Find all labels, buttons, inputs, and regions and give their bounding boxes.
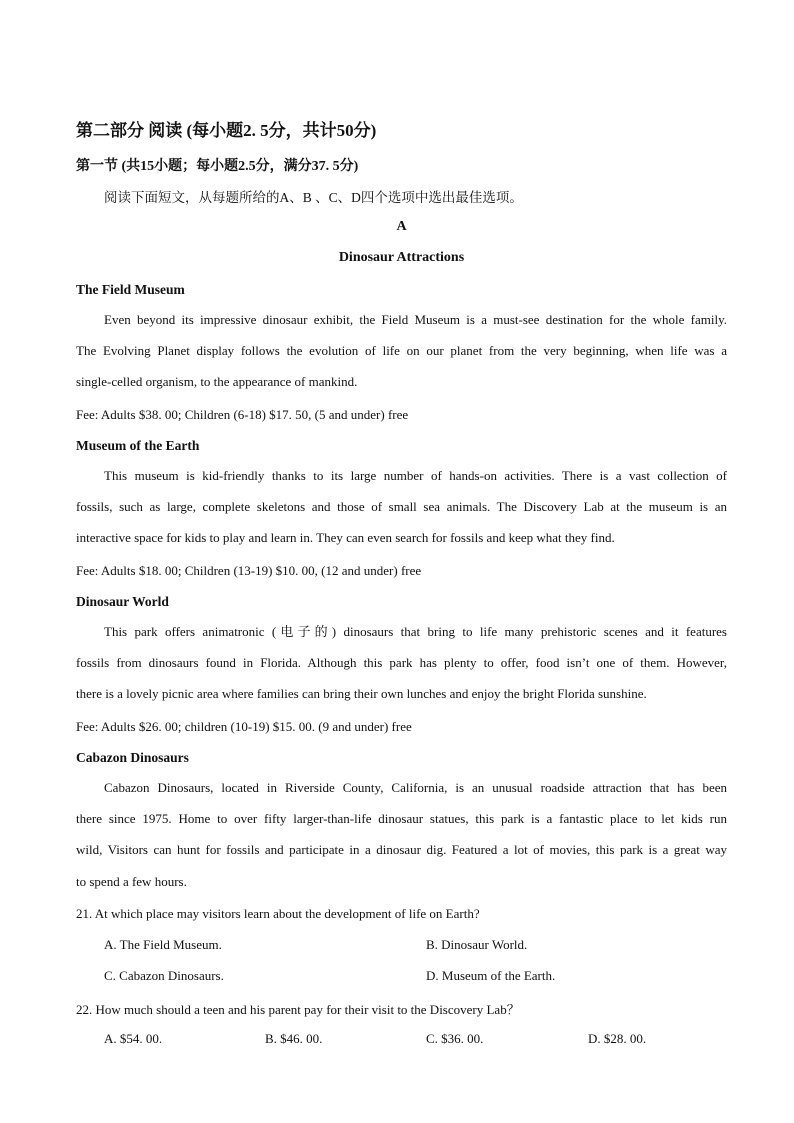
question-21-option-c: C. Cabazon Dinosaurs. (104, 968, 224, 983)
question-22-option-b: B. $46. 00. (265, 1031, 323, 1046)
paragraph-line: wild, Visitors can hunt for fossils and participate in a dinosaur dig. Featured a lot of movies, this park is a great way (76, 842, 727, 857)
paragraph-line: fossils, such as large, complete skeletons and those of small sea animals. The Discovery Lab at the museum is an (76, 499, 727, 514)
question-22-option-a: A. $54. 00. (104, 1031, 163, 1046)
question-21-option-d: D. Museum of the Earth. (426, 968, 556, 983)
question-21-stem: 21. At which place may visitors learn about the development of life on Earth? (76, 906, 480, 921)
paragraph-line: fossils from dinosaurs found in Florida. Although this park has plenty to offer, food isn’t one of them. However, (76, 655, 727, 670)
paragraph-line: interactive space for kids to play and learn in. They can even search for fossils and keep what they find. (76, 530, 615, 545)
fee-line: Fee: Adults $26. 00; children (10-19) $15. 00. (9 and under) free (76, 719, 412, 734)
paragraph-line: This park offers animatronic (电子的) dinosaurs that bring to life many prehistoric scenes and it features (104, 624, 727, 639)
paragraph-line: single-celled organism, to the appearance of mankind. (76, 374, 358, 389)
paragraph-line: Cabazon Dinosaurs, located in Riverside County, California, is an unusual roadside attraction that has been (104, 780, 727, 795)
section-heading-dinosaur-world: Dinosaur World (76, 594, 169, 609)
section-heading-field-museum: The Field Museum (76, 282, 185, 297)
fee-line: Fee: Adults $18. 00; Children (13-19) $10. 00, (12 and under) free (76, 563, 422, 578)
question-22-option-d: D. $28. 00. (588, 1031, 647, 1046)
paragraph-line: there is a lovely picnic area where families can bring their own lunches and enjoy the bright Florida sunshine. (76, 686, 647, 701)
question-21-option-a: A. The Field Museum. (104, 937, 222, 952)
paragraph-line: to spend a few hours. (76, 874, 187, 889)
paragraph-line: This museum is kid-friendly thanks to its large number of hands-on activities. There is a vast collection of (104, 468, 727, 483)
passage-label: A (396, 219, 407, 234)
passage-title: Dinosaur Attractions (338, 250, 465, 265)
paragraph-line: The Evolving Planet display follows the evolution of life on our planet from the very beginning, when life was a (76, 343, 727, 358)
question-22-stem: 22. How much should a teen and his parent pay for their visit to the Discovery Lab？ (76, 1002, 520, 1017)
paragraph-line: there since 1975. Home to over fifty larger-than-life dinosaur statues, this park is a fantastic place to let kids run (76, 811, 727, 826)
instruction-text: 阅读下面短文，从每题所给的A、B 、C、D四个选项中选出最佳选项。 (104, 190, 523, 205)
section-heading-museum-of-earth: Museum of the Earth (76, 438, 200, 453)
section-title: 第一节 (共15小题；每小题2.5分，满分37. 5分) (76, 159, 359, 174)
section-heading-cabazon-dinosaurs: Cabazon Dinosaurs (76, 750, 189, 765)
fee-line: Fee: Adults $38. 00; Children (6-18) $17. 50, (5 and under) free (76, 407, 409, 422)
paragraph-line: Even beyond its impressive dinosaur exhibit, the Field Museum is a must-see destination for the whole family. (104, 312, 727, 327)
part-title: 第二部分 阅读 (每小题2. 5分，共计50分) (76, 121, 377, 140)
question-22-option-c: C. $36. 00. (426, 1031, 484, 1046)
question-21-option-b: B. Dinosaur World. (426, 937, 528, 952)
